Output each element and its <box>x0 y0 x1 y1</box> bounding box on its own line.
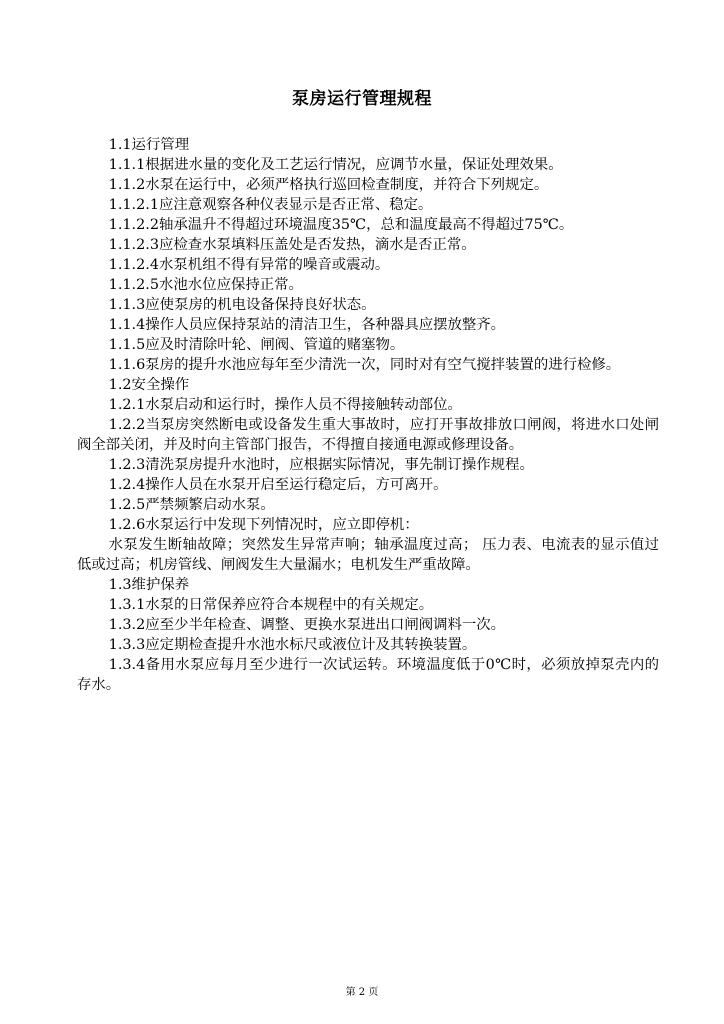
paragraph: 1.1运行管理 <box>108 137 190 153</box>
paragraph: 1.1.2.2轴承温升不得超过环境温度35℃，总和温度最高不得超过75℃。 <box>108 217 574 233</box>
paragraph: 1.3.1水泵的日常保养应符合本规程中的有关规定。 <box>108 597 434 613</box>
document-title: 泵房运行管理规程 <box>292 89 432 109</box>
paragraph: 1.1.2.3应检查水泵填料压盖处是否发热，滴水是否正常。 <box>108 237 476 253</box>
paragraph: 1.3.4备用水泵应每月至少进行一次试运转。环境温度低于0℃时，必须放掉泵壳内的存水。 <box>77 657 659 693</box>
paragraph: 1.1.5应及时清除叶轮、闸阀、管道的赌塞物。 <box>108 337 405 353</box>
document-body <box>77 135 659 695</box>
paragraph: 1.1.2.4水泵机组不得有异常的噪音或震动。 <box>108 257 390 273</box>
paragraph: 1.2安全操作 <box>108 377 190 393</box>
paragraph: 1.2.6水泵运行中发现下列情况时，应立即停机： <box>108 517 419 533</box>
paragraph: 1.3维护保养 <box>108 577 190 593</box>
paragraph: 1.2.1水泵启动和运行时，操作人员不得接触转动部位。 <box>108 397 462 413</box>
paragraph: 1.1.1根据进水量的变化及工艺运行情况，应调节水量，保证处理效果。 <box>108 157 563 173</box>
paragraph: 1.2.4操作人员在水泵开启至运行稳定后，方可离开。 <box>108 477 448 493</box>
paragraph: 1.2.5严禁频繁启动水泵。 <box>108 497 275 513</box>
paragraph: 1.1.2水泵在运行中，必须严格执行巡回检查制度，并符合下列规定。 <box>108 177 549 193</box>
page-number: 第 2 页 <box>345 987 379 998</box>
paragraph: 1.3.2应至少半年检查、调整、更换水泵进出口闸阀调料一次。 <box>108 617 506 633</box>
paragraph: 1.1.6泵房的提升水池应每年至少清洗一次，同时对有空气搅拌装置的进行检修。 <box>108 357 621 373</box>
paragraph: 1.1.2.1应注意观察各种仪表显示是否正常、稳定。 <box>108 197 433 213</box>
paragraph: 1.3.3应定期检查提升水池水标尺或液位计及其转换装置。 <box>108 637 477 653</box>
paragraph: 1.1.2.5水池水位应保持正常。 <box>108 277 303 293</box>
paragraph: 1.2.3清洗泵房提升水池时，应根据实际情况，事先制订操作规程。 <box>108 457 534 473</box>
paragraph: 1.1.3应使泵房的机电设备保持良好状态。 <box>108 297 376 313</box>
paragraph: 水泵发生断轴故障；突然发生异常声响；轴承温度过高； 压力表、电流表的显示值过低或过高；机房管线、闸阀发生大量漏水；电机发生严重故障。 <box>77 537 659 573</box>
paragraph: 1.2.2当泵房突然断电或设备发生重大事故时，应打开事故排放口闸阀，将进水口处闸阀全部关闭，并及时向主管部门报告，不得擅自接通电源或修理设备。 <box>77 417 659 453</box>
paragraph: 1.1.4操作人员应保持泵站的清洁卫生，各种器具应摆放整齐。 <box>108 317 506 333</box>
